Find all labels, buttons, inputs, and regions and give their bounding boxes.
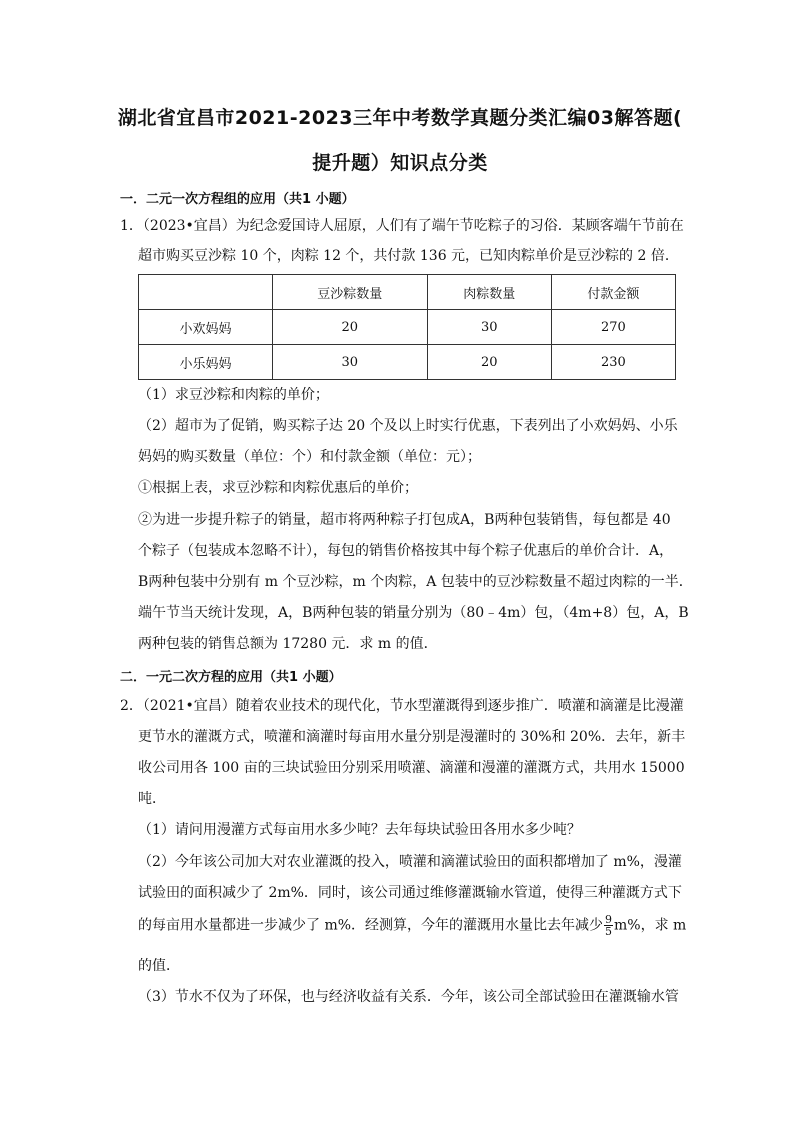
q2-part-2c-text: 的每亩用水量都进一步减少了 m%．经测算，今年的灌溉用水量比去年减少: [138, 917, 604, 934]
table-cell: 30: [427, 310, 551, 345]
table-header-cell: 豆沙粽数量: [273, 275, 428, 310]
section-heading-1: 一．二元一次方程组的应用（共1 小题）: [120, 192, 355, 207]
q1-part-4b: 个粽子（包装成本忽略不计），每包的销售价格按其中每个粽子优惠后的单价合计．A，: [138, 543, 674, 559]
q2-line-4: 吨．: [138, 791, 166, 807]
q2-line-3: 收公司用各 100 亩的三块试验田分别采用喷灌、滴灌和漫灌的灌溉方式，共用水 15000: [138, 760, 685, 776]
page-title-line-2: 提升题）知识点分类: [312, 152, 488, 174]
table-cell: 230: [551, 345, 675, 380]
table-cell: 小欢妈妈: [139, 310, 273, 345]
section-heading-2: 二．一元二次方程的应用（共1 小题）: [120, 670, 342, 685]
q1-line-2: 超市购买豆沙粽 10 个，肉粽 12 个，共付款 136 元，已知肉粽单价是豆沙粽的 2 倍．: [138, 248, 679, 264]
q2-part-2b: 试验田的面积减少了 2m%．同时，该公司通过维修灌溉输水管道，使得三种灌溉方式下: [138, 885, 682, 901]
table-row: [139, 310, 676, 345]
q1-part-1: （1）求豆沙粽和肉粽的单价；: [138, 387, 329, 403]
table-cell: 20: [273, 310, 428, 345]
q2-part-2d: 的值．: [138, 958, 180, 974]
fraction-denominator: 5: [605, 925, 613, 938]
q1-part-4a: ②为进一步提升粽子的销量，超市将两种粽子打包成A，B两种包装销售，每包都是 40: [138, 512, 671, 528]
q2-part-2a: （2）今年该公司加大对农业灌溉的投入，喷灌和滴灌试验田的面积都增加了 m%，漫灌: [138, 854, 682, 870]
table-header-cell: [139, 275, 273, 310]
table-header-row: [139, 275, 676, 310]
q2-line-2: 更节水的灌溉方式，喷灌和滴灌时每亩用水量分别是漫灌时的 30%和 20%．去年，新丰: [138, 729, 686, 745]
q1-part-4d: 端午节当天统计发现，A，B两种包装的销量分别为（80﹣4m）包，（4m+8）包，A，B: [138, 605, 689, 621]
table-cell: 小乐妈妈: [139, 345, 273, 380]
q1-part-4e: 两种包装的销售总额为 17280 元．求 m 的值．: [138, 636, 438, 652]
q1-part-2a: （2）超市为了促销，购买粽子达 20 个及以上时实行优惠，下表列出了小欢妈妈、小乐: [138, 418, 678, 434]
fraction-nine-fifths: [604, 914, 613, 937]
table-row: [139, 345, 676, 380]
fraction-numerator: 9: [605, 913, 613, 926]
q2-part-3: （3）节水不仅为了环保，也与经济收益有关系．今年，该公司全部试验田在灌溉输水管: [138, 989, 679, 1005]
table-cell: 270: [551, 310, 675, 345]
table-header-cell: 付款金额: [551, 275, 675, 310]
q2-part-2c-tail: m%，求 m: [614, 917, 687, 934]
table-header-cell: 肉粽数量: [427, 275, 551, 310]
q1-line-1: 1．（2023•宜昌）为纪念爱国诗人屈原，人们有了端午节吃粽子的习俗．某顾客端午节前在: [120, 218, 684, 234]
q1-part-4c: B两种包装中分别有 m 个豆沙粽，m 个肉粽，A 包装中的豆沙粽数量不超过肉粽的一半．: [138, 574, 693, 590]
q1-part-3: ①根据上表，求豆沙粽和肉粽优惠后的单价；: [138, 480, 418, 496]
q2-part-1: （1）请问用漫灌方式每亩用水多少吨？去年每块试验田各用水多少吨？: [138, 822, 581, 838]
q1-part-2b: 妈妈的购买数量（单位：个）和付款金额（单位：元）；: [138, 449, 481, 465]
table-cell: 20: [427, 345, 551, 380]
page-title-line-1: 湖北省宜昌市2021-2023三年中考数学真题分类汇编03解答题(: [117, 107, 683, 129]
q2-line-1: 2．（2021•宜昌）随着农业技术的现代化，节水型灌溉得到逐步推广．喷灌和滴灌是比漫灌: [120, 698, 684, 714]
q2-part-2c: [138, 914, 686, 937]
table-cell: 30: [273, 345, 428, 380]
purchase-table: [138, 274, 676, 380]
